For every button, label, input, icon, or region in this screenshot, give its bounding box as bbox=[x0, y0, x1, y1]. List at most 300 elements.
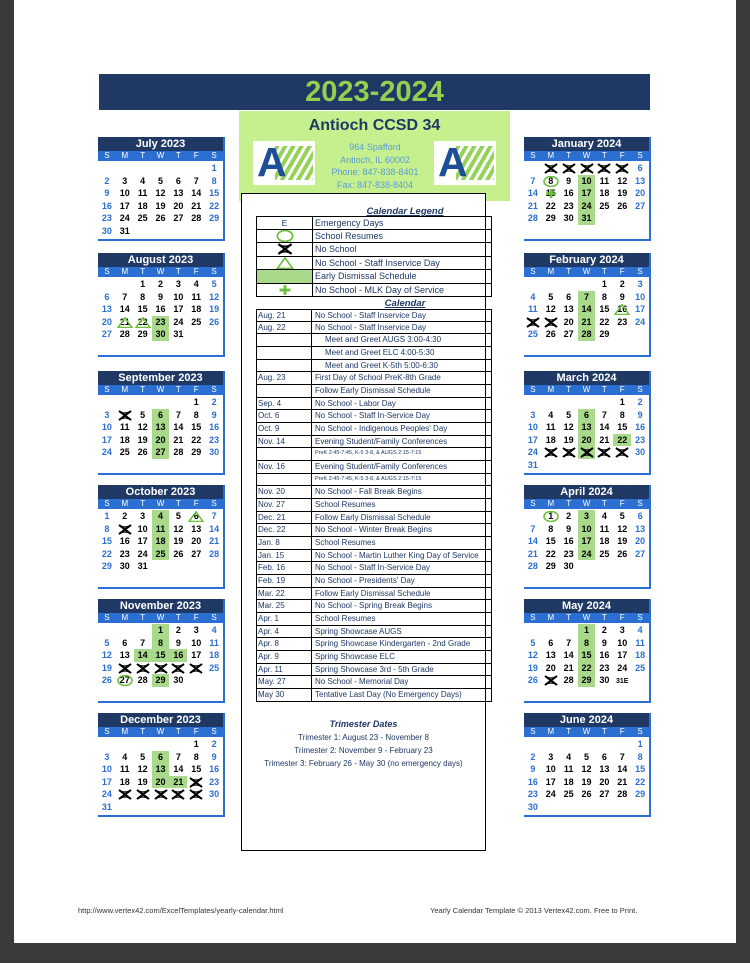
day-cell bbox=[187, 316, 205, 329]
weekday-label: F bbox=[193, 385, 199, 394]
day-cell bbox=[98, 801, 116, 814]
day-cell bbox=[116, 303, 134, 316]
event-row bbox=[256, 499, 492, 512]
day-cell bbox=[560, 510, 578, 523]
day-cell bbox=[98, 560, 116, 573]
day-number: 28 bbox=[527, 561, 538, 572]
day-number: 9 bbox=[158, 291, 164, 302]
day-cell bbox=[560, 763, 578, 776]
weekday-label: T bbox=[601, 385, 607, 394]
day-number: 3 bbox=[104, 751, 110, 762]
trimester-1: Trimester 1: August 23 - November 8 bbox=[298, 733, 429, 742]
weekday-label: T bbox=[175, 385, 181, 394]
day-cell bbox=[169, 200, 187, 213]
day-cell bbox=[169, 291, 187, 304]
day-number: 16 bbox=[563, 536, 574, 547]
day-number: 5 bbox=[566, 409, 572, 420]
event-date: May. 27 bbox=[258, 676, 312, 688]
weekday-label: M bbox=[121, 151, 129, 160]
day-cell bbox=[152, 212, 170, 225]
day-number: 13 bbox=[635, 175, 646, 186]
bowtie-icon bbox=[170, 663, 186, 674]
day-number: 9 bbox=[566, 175, 572, 186]
day-number: 25 bbox=[209, 662, 220, 673]
day-cell bbox=[613, 200, 631, 213]
day-cell bbox=[152, 303, 170, 316]
school-address-block bbox=[319, 141, 431, 191]
day-cell bbox=[542, 649, 560, 662]
legend-label: School Resumes bbox=[315, 230, 384, 241]
day-cell bbox=[560, 662, 578, 675]
day-cell bbox=[631, 162, 649, 175]
day-cell bbox=[169, 316, 187, 329]
day-cell bbox=[578, 624, 596, 637]
day-cell bbox=[578, 316, 596, 329]
weekday-label: T bbox=[140, 499, 146, 508]
day-cell bbox=[152, 624, 170, 637]
day-cell bbox=[578, 763, 596, 776]
weekday-label: T bbox=[175, 613, 181, 622]
day-cell bbox=[595, 409, 613, 422]
day-cell bbox=[578, 421, 596, 434]
event-row bbox=[256, 436, 492, 449]
day-number: 21 bbox=[527, 548, 538, 559]
day-number: 25 bbox=[599, 548, 610, 559]
event-description: Evening Student/Family Conferences bbox=[315, 436, 448, 446]
trimester-2: Trimester 2: November 9 - February 23 bbox=[294, 746, 433, 755]
day-number: 15 bbox=[599, 304, 610, 315]
day-cell bbox=[134, 523, 152, 536]
event-date: Oct. 9 bbox=[258, 423, 312, 435]
weekday-label: S bbox=[530, 151, 536, 160]
day-number: 19 bbox=[173, 536, 184, 547]
school-street: 964 Spafford bbox=[349, 142, 401, 152]
day-cell bbox=[613, 409, 631, 422]
day-number: 8 bbox=[140, 291, 146, 302]
day-cell bbox=[524, 434, 542, 447]
bowtie-icon bbox=[543, 447, 559, 458]
weekday-label: S bbox=[104, 267, 110, 276]
weekday-row bbox=[98, 613, 223, 623]
day-cell bbox=[134, 560, 152, 573]
event-description: No School - Staff In-Service Day bbox=[315, 563, 431, 573]
day-cell bbox=[560, 548, 578, 561]
event-date: Jan. 8 bbox=[258, 537, 312, 549]
day-number: 11 bbox=[191, 291, 201, 302]
day-cell bbox=[116, 535, 134, 548]
day-number: 12 bbox=[527, 650, 538, 661]
day-number: 24 bbox=[101, 789, 112, 800]
day-cell bbox=[116, 788, 134, 801]
legend-symbol bbox=[257, 257, 313, 270]
day-cell bbox=[152, 662, 170, 675]
day-number: 19 bbox=[527, 662, 538, 673]
day-cell bbox=[524, 446, 542, 459]
month-header: January 2024 bbox=[524, 137, 649, 151]
day-number: 21 bbox=[581, 316, 592, 327]
day-cell bbox=[187, 662, 205, 675]
day-number: 11 bbox=[635, 637, 645, 648]
day-cell bbox=[152, 409, 170, 422]
event-date bbox=[258, 360, 312, 372]
day-cell bbox=[187, 187, 205, 200]
day-cell bbox=[542, 788, 560, 801]
event-row bbox=[256, 474, 492, 487]
day-cell bbox=[595, 278, 613, 291]
event-date: May 30 bbox=[258, 689, 312, 701]
day-cell bbox=[98, 674, 116, 687]
day-cell bbox=[169, 523, 187, 536]
day-number: 1 bbox=[637, 739, 643, 749]
day-cell bbox=[152, 316, 170, 329]
day-number: 13 bbox=[545, 650, 556, 661]
day-number: 7 bbox=[566, 637, 572, 648]
day-number: 2 bbox=[104, 175, 110, 186]
day-number: 7 bbox=[122, 291, 128, 302]
day-number: 19 bbox=[209, 304, 220, 315]
plus-icon bbox=[276, 284, 294, 296]
day-number: 28 bbox=[137, 675, 148, 686]
day-cell bbox=[169, 421, 187, 434]
event-description: Follow Early Dismissal Schedule bbox=[315, 588, 431, 598]
day-number: 21 bbox=[173, 776, 184, 787]
day-cell bbox=[613, 278, 631, 291]
day-cell bbox=[169, 674, 187, 687]
day-number: 24 bbox=[119, 213, 130, 224]
day-number: 8 bbox=[601, 291, 607, 302]
day-number: 28 bbox=[581, 329, 592, 340]
day-number: 17 bbox=[101, 776, 112, 787]
day-number: 27 bbox=[599, 789, 610, 800]
day-number: 28 bbox=[173, 447, 184, 458]
weekday-label: T bbox=[566, 385, 572, 394]
day-cell bbox=[595, 328, 613, 341]
weekday-row bbox=[524, 385, 649, 395]
day-number: 18 bbox=[209, 650, 220, 661]
circle-icon bbox=[543, 176, 559, 187]
weekday-label: T bbox=[566, 267, 572, 276]
weekday-label: F bbox=[193, 613, 199, 622]
day-cell bbox=[205, 175, 223, 188]
event-date: Nov. 27 bbox=[258, 499, 312, 511]
day-number: 5 bbox=[104, 637, 110, 648]
event-row bbox=[256, 334, 492, 347]
circle-icon bbox=[276, 230, 294, 242]
bowtie-icon bbox=[614, 163, 630, 174]
event-row bbox=[256, 461, 492, 474]
day-number: 20 bbox=[635, 536, 646, 547]
day-number: 17 bbox=[527, 434, 538, 445]
day-number: 10 bbox=[617, 637, 628, 648]
event-date: Oct. 6 bbox=[258, 410, 312, 422]
event-description: Evening Student/Family Conferences bbox=[315, 462, 448, 472]
day-number: 6 bbox=[637, 163, 643, 173]
day-cell bbox=[187, 738, 205, 751]
day-number: 13 bbox=[101, 304, 112, 315]
weekday-label: T bbox=[140, 267, 146, 276]
day-number: 18 bbox=[119, 434, 130, 445]
day-number: 28 bbox=[527, 213, 538, 224]
school-info-panel bbox=[239, 111, 510, 201]
day-cell bbox=[98, 751, 116, 764]
day-cell bbox=[560, 291, 578, 304]
day-cell bbox=[169, 662, 187, 675]
day-cell bbox=[542, 674, 560, 687]
day-cell bbox=[205, 316, 223, 329]
event-date: Nov. 16 bbox=[258, 461, 312, 473]
day-number: 11 bbox=[599, 175, 610, 186]
day-cell bbox=[631, 175, 649, 188]
day-number: 25 bbox=[599, 200, 610, 211]
event-description: Meet and Greet K-5th 5:00-6:30 bbox=[325, 360, 438, 370]
day-number: 27 bbox=[635, 548, 646, 559]
day-cell bbox=[524, 459, 542, 472]
event-date: Mar. 25 bbox=[258, 600, 312, 612]
event-date: Dec. 22 bbox=[258, 524, 312, 536]
day-number: 9 bbox=[637, 409, 643, 420]
day-cell bbox=[524, 200, 542, 213]
day-number: 13 bbox=[119, 650, 130, 661]
day-number: 14 bbox=[527, 536, 538, 547]
day-cell bbox=[578, 175, 596, 188]
day-number: 15 bbox=[581, 650, 592, 661]
day-number: 9 bbox=[175, 637, 181, 648]
event-description: No School - Memorial Day bbox=[315, 677, 409, 687]
day-number: 2 bbox=[601, 625, 607, 635]
day-number: 24 bbox=[581, 200, 592, 211]
school-year-title: 2023-2024 bbox=[99, 74, 650, 110]
day-cell bbox=[116, 637, 134, 650]
day-number: 13 bbox=[155, 422, 166, 433]
day-cell bbox=[578, 212, 596, 225]
day-cell bbox=[98, 548, 116, 561]
legend-label: Early Dismissal Schedule bbox=[315, 271, 417, 281]
day-number: 30 bbox=[209, 789, 220, 800]
weekday-label: T bbox=[566, 151, 572, 160]
day-number: 8 bbox=[637, 751, 643, 762]
day-cell bbox=[542, 637, 560, 650]
day-cell bbox=[631, 738, 649, 751]
day-cell bbox=[187, 200, 205, 213]
day-number: 26 bbox=[137, 447, 148, 458]
day-number: 14 bbox=[563, 650, 574, 661]
weekday-label: T bbox=[140, 151, 146, 160]
day-cell bbox=[560, 409, 578, 422]
school-city: Antioch, IL 60002 bbox=[340, 154, 410, 165]
day-number: 9 bbox=[601, 637, 607, 648]
day-cell bbox=[169, 788, 187, 801]
day-cell bbox=[116, 328, 134, 341]
day-number: 6 bbox=[158, 409, 164, 420]
event-date: Apr. 11 bbox=[258, 664, 312, 676]
day-cell bbox=[169, 409, 187, 422]
day-number: 29 bbox=[101, 561, 112, 572]
day-number: 22 bbox=[209, 200, 220, 211]
day-number: 14 bbox=[137, 650, 148, 661]
day-number: 1 bbox=[193, 397, 199, 407]
day-cell bbox=[560, 434, 578, 447]
day-number: 26 bbox=[617, 548, 628, 559]
day-number: 12 bbox=[563, 422, 574, 433]
day-cell bbox=[595, 291, 613, 304]
bowtie-icon bbox=[543, 675, 559, 686]
day-number: 5 bbox=[584, 751, 590, 762]
day-number: 4 bbox=[193, 279, 199, 289]
weekday-label: M bbox=[121, 613, 129, 622]
day-cell bbox=[187, 446, 205, 459]
day-cell bbox=[134, 763, 152, 776]
day-number: 8 bbox=[104, 523, 110, 534]
footer-url[interactable]: http://www.vertex42.com/ExcelTemplates/yearly-calendar.html bbox=[78, 906, 284, 915]
weekday-label: S bbox=[211, 267, 217, 276]
day-cell bbox=[524, 409, 542, 422]
day-number: 12 bbox=[545, 304, 556, 315]
day-number: 4 bbox=[122, 751, 128, 762]
event-row bbox=[256, 360, 492, 373]
event-row bbox=[256, 347, 492, 360]
day-cell bbox=[187, 291, 205, 304]
event-description: Tentative Last Day (No Emergency Days) bbox=[315, 690, 462, 700]
weekday-label: T bbox=[140, 385, 146, 394]
day-number: 29 bbox=[545, 561, 556, 572]
day-number: 3 bbox=[637, 279, 643, 289]
day-number: 31 bbox=[173, 329, 184, 340]
weekday-label: W bbox=[156, 267, 165, 276]
day-cell bbox=[98, 434, 116, 447]
event-date: Apr. 4 bbox=[258, 626, 312, 638]
day-cell bbox=[187, 278, 205, 291]
day-number: 7 bbox=[175, 409, 181, 420]
bowtie-icon bbox=[596, 163, 612, 174]
bowtie-icon bbox=[561, 447, 577, 458]
day-cell bbox=[595, 548, 613, 561]
day-cell bbox=[169, 548, 187, 561]
day-number: 13 bbox=[155, 764, 166, 775]
day-cell bbox=[152, 434, 170, 447]
day-cell bbox=[613, 175, 631, 188]
legend-item bbox=[256, 216, 492, 230]
bowtie-icon bbox=[153, 789, 169, 800]
day-number: 21 bbox=[119, 316, 130, 327]
day-cell bbox=[169, 776, 187, 789]
legend-item bbox=[256, 230, 492, 244]
event-row bbox=[256, 322, 492, 335]
month-header: June 2024 bbox=[524, 713, 649, 727]
weekday-label: T bbox=[140, 727, 146, 736]
legend-symbol bbox=[257, 243, 313, 256]
weekday-label: S bbox=[211, 151, 217, 160]
day-number: 17 bbox=[101, 434, 112, 445]
day-cell bbox=[542, 175, 560, 188]
day-number: 30 bbox=[563, 561, 574, 572]
day-number: 6 bbox=[601, 751, 607, 762]
day-number: 26 bbox=[155, 213, 166, 224]
day-number: 5 bbox=[175, 511, 181, 521]
day-cell bbox=[560, 162, 578, 175]
day-cell bbox=[595, 510, 613, 523]
day-cell bbox=[560, 316, 578, 329]
day-cell bbox=[613, 776, 631, 789]
day-cell bbox=[560, 187, 578, 200]
day-cell bbox=[169, 303, 187, 316]
day-cell bbox=[134, 187, 152, 200]
school-name: Antioch CCSD 34 bbox=[308, 117, 441, 134]
day-number: 10 bbox=[581, 175, 592, 186]
day-cell bbox=[134, 446, 152, 459]
school-phone: Phone: 847-838-8401 bbox=[331, 167, 419, 177]
day-cell bbox=[169, 510, 187, 523]
day-number: 7 bbox=[530, 175, 536, 186]
day-cell bbox=[134, 200, 152, 213]
day-cell bbox=[613, 303, 631, 316]
event-row bbox=[256, 562, 492, 575]
day-number: 16 bbox=[173, 650, 184, 661]
day-cell bbox=[578, 434, 596, 447]
event-row bbox=[256, 410, 492, 423]
day-cell bbox=[134, 510, 152, 523]
day-number: 23 bbox=[563, 548, 574, 559]
event-row bbox=[256, 486, 492, 499]
weekday-label: S bbox=[637, 727, 643, 736]
weekday-label: W bbox=[582, 385, 591, 394]
day-cell bbox=[613, 788, 631, 801]
bowtie-icon bbox=[135, 663, 151, 674]
day-cell bbox=[560, 637, 578, 650]
day-number: 26 bbox=[209, 316, 220, 327]
day-cell bbox=[560, 200, 578, 213]
day-number: 20 bbox=[563, 316, 574, 327]
month-calendar bbox=[524, 713, 651, 817]
day-number: 17 bbox=[119, 200, 130, 211]
month-header: April 2024 bbox=[524, 485, 649, 499]
day-cell bbox=[205, 649, 223, 662]
day-number: 23 bbox=[527, 789, 538, 800]
day-cell bbox=[187, 396, 205, 409]
day-cell bbox=[169, 649, 187, 662]
day-number: 10 bbox=[173, 291, 184, 302]
bowtie-icon bbox=[525, 317, 541, 328]
event-date: Dec. 21 bbox=[258, 512, 312, 524]
day-number: 7 bbox=[530, 523, 536, 534]
day-number: 22 bbox=[617, 434, 628, 445]
day-cell bbox=[595, 200, 613, 213]
day-number: 27 bbox=[563, 329, 574, 340]
day-number: 23 bbox=[563, 200, 574, 211]
day-cell bbox=[578, 303, 596, 316]
day-number: 20 bbox=[635, 188, 646, 199]
event-date: Nov. 20 bbox=[258, 486, 312, 498]
day-number: 11 bbox=[155, 523, 166, 534]
day-number: 10 bbox=[101, 422, 112, 433]
event-description: Follow Early Dismissal Schedule bbox=[315, 512, 431, 522]
day-cell bbox=[152, 291, 170, 304]
day-cell bbox=[631, 751, 649, 764]
day-number: 3 bbox=[584, 511, 590, 521]
day-number: 17 bbox=[173, 304, 184, 315]
day-cell bbox=[542, 446, 560, 459]
month-header: September 2023 bbox=[98, 371, 223, 385]
day-number: 25 bbox=[635, 662, 646, 673]
day-cell bbox=[134, 278, 152, 291]
day-cell bbox=[116, 776, 134, 789]
weekday-label: M bbox=[547, 499, 555, 508]
day-cell bbox=[152, 523, 170, 536]
month-header: August 2023 bbox=[98, 253, 223, 267]
weekday-label: F bbox=[193, 727, 199, 736]
day-cell bbox=[578, 637, 596, 650]
event-row bbox=[256, 613, 492, 626]
day-number: 30 bbox=[101, 226, 112, 236]
